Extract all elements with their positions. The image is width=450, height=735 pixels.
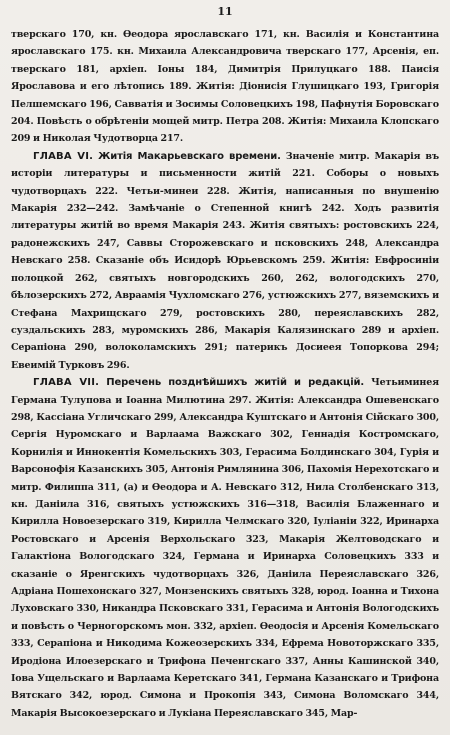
chapter-title: Перечень позднѣйшихъ житій и редакцій. [106,377,364,389]
table-of-contents-text [11,26,439,722]
paragraph-text: тверскаго 170, кн. Өеодора ярославскаго 171, кн. Василія и Константина ярославскаго 175. кн. Михаила Александровича тверскаго 177, Арсенія, еп. тверскаго 181, архіеп. Іоны 184, Димитрія Прилуцкаго 188. Паисія Ярославова и его лѣтопись 189. Житія: Діонисія Глушицкаго 193, Григорія Пелшемскаго 196, Савватія и Зосимы Соловецкихъ 198, Пафнутія Боровскаго 204. Повѣсть о обрѣтеніи мощей митр. Петра 208. Житія: Михаила Клопскаго 209 и Николая Чудотворца 217. [11,29,439,145]
paragraph-text: Четьиминея Германа Тулупова и Іоанна Милютина 297. Житія: Александра Ошевенскаго 298, Кассіана Угличскаго 299, Александра Куштскаго и Антонія Сійскаго 300, Сергія Нуромскаго и Варлаама Важскаго 302, Геннадія Костромскаго, Корнилія и Иннокентія Комельскихъ 303, Герасима Болдинскаго 304, Гурія и Варсонофія Казанскихъ 305, Антонія Римлянина 306, Пахомія Нерехотскаго и митр. Филиппа 311, (а) и Өеодора и А. Невскаго 312, Нила Столбенскаго 313, кн. Даніила 316, святыхъ устюжскихъ 316—318, Василія Блаженнаго и Кирилла Новоезерскаго 319, Кирилла Челмскаго 320, Іуліаніи 322, Иринарха Ростовскаго и Арсенія Верхольскаго 323, Макарія Желтоводскаго и Галактіона Вологодскаго 324, Германа и Иринарха Соловецкихъ 333 и сказаніе о Яренгскихъ чудотворцахъ 326, Даніила Переяславскаго 326, Адріана Пошехонскаго 327, Монзенскихъ святыхъ 328, юрод. Іоанна и Тихона Луховскаго 330, Никандра Псковскаго 331, Герасима и Антонія Вологодскихъ и повѣсть о Черногорскомъ мон. 332, архіеп. Өеодосія и Арсенія Комельскаго 333, Серапіона и Никодима Кожеозерскихъ 334, Ефрема Новоторжскаго 335, Иродіона Илоезерскаго и Трифона Печенгскаго 337, Анны Кашинской 340, Іова Ущельскаго и Варлаама Керетскаго 341, Германа Казанскаго и Трифона Вятскаго 342, юрод. Симона и Прокопія 343, Симона Воломскаго 344, Макарія Высокоезерскаго и Лукіана Переяславскаго 345, Мар- [11,377,439,719]
chapter-label: ГЛАВА VI. [33,150,94,162]
paragraph-continuation [11,26,439,148]
chapter-label: ГЛАВА VII. [33,377,100,389]
chapter-title: Житія Макарьевскаго времени. [98,150,281,162]
page-number: 11 [217,5,233,18]
paragraph-chapter-7 [11,374,439,722]
paragraph-text: Значеніе митр. Макарія въ исторіи литературы и письменности житій 221. Соборы о новыхъ чудотворцахъ 222. Четьи-минеи 228. Житія, написанныя по внушенію Макарія 232—242. Замѣчаніе о Степенной книгѣ 242. Ходъ развитія литературы житій во время Макарія 243. Житія святыхъ: ростовскихъ 224, радонежскихъ 247, Саввы Сторожевскаго и псковскихъ 248, Александра Невскаго 258. Сказаніе объ Исидорѣ Юрьевскомъ 259. Житія: Евфросиніи полоцкой 262, святыхъ новгородскихъ 260, 262, вологодскихъ 270, бѣлозерскихъ 272, Авраамія Чухломскаго 276, устюжскихъ 277, вяземскихъ и Стефана Махрищскаго 279, ростовскихъ 280, переяславскихъ 282, суздальскихъ 283, муромскихъ 286, Макарія Калязинскаго 289 и архіеп. Серапіона 290, волоколамскихъ 291; патерикъ Досиеея Топоркова 294; Евеимій Турковъ 296. [11,150,439,371]
paragraph-chapter-6 [11,148,439,374]
